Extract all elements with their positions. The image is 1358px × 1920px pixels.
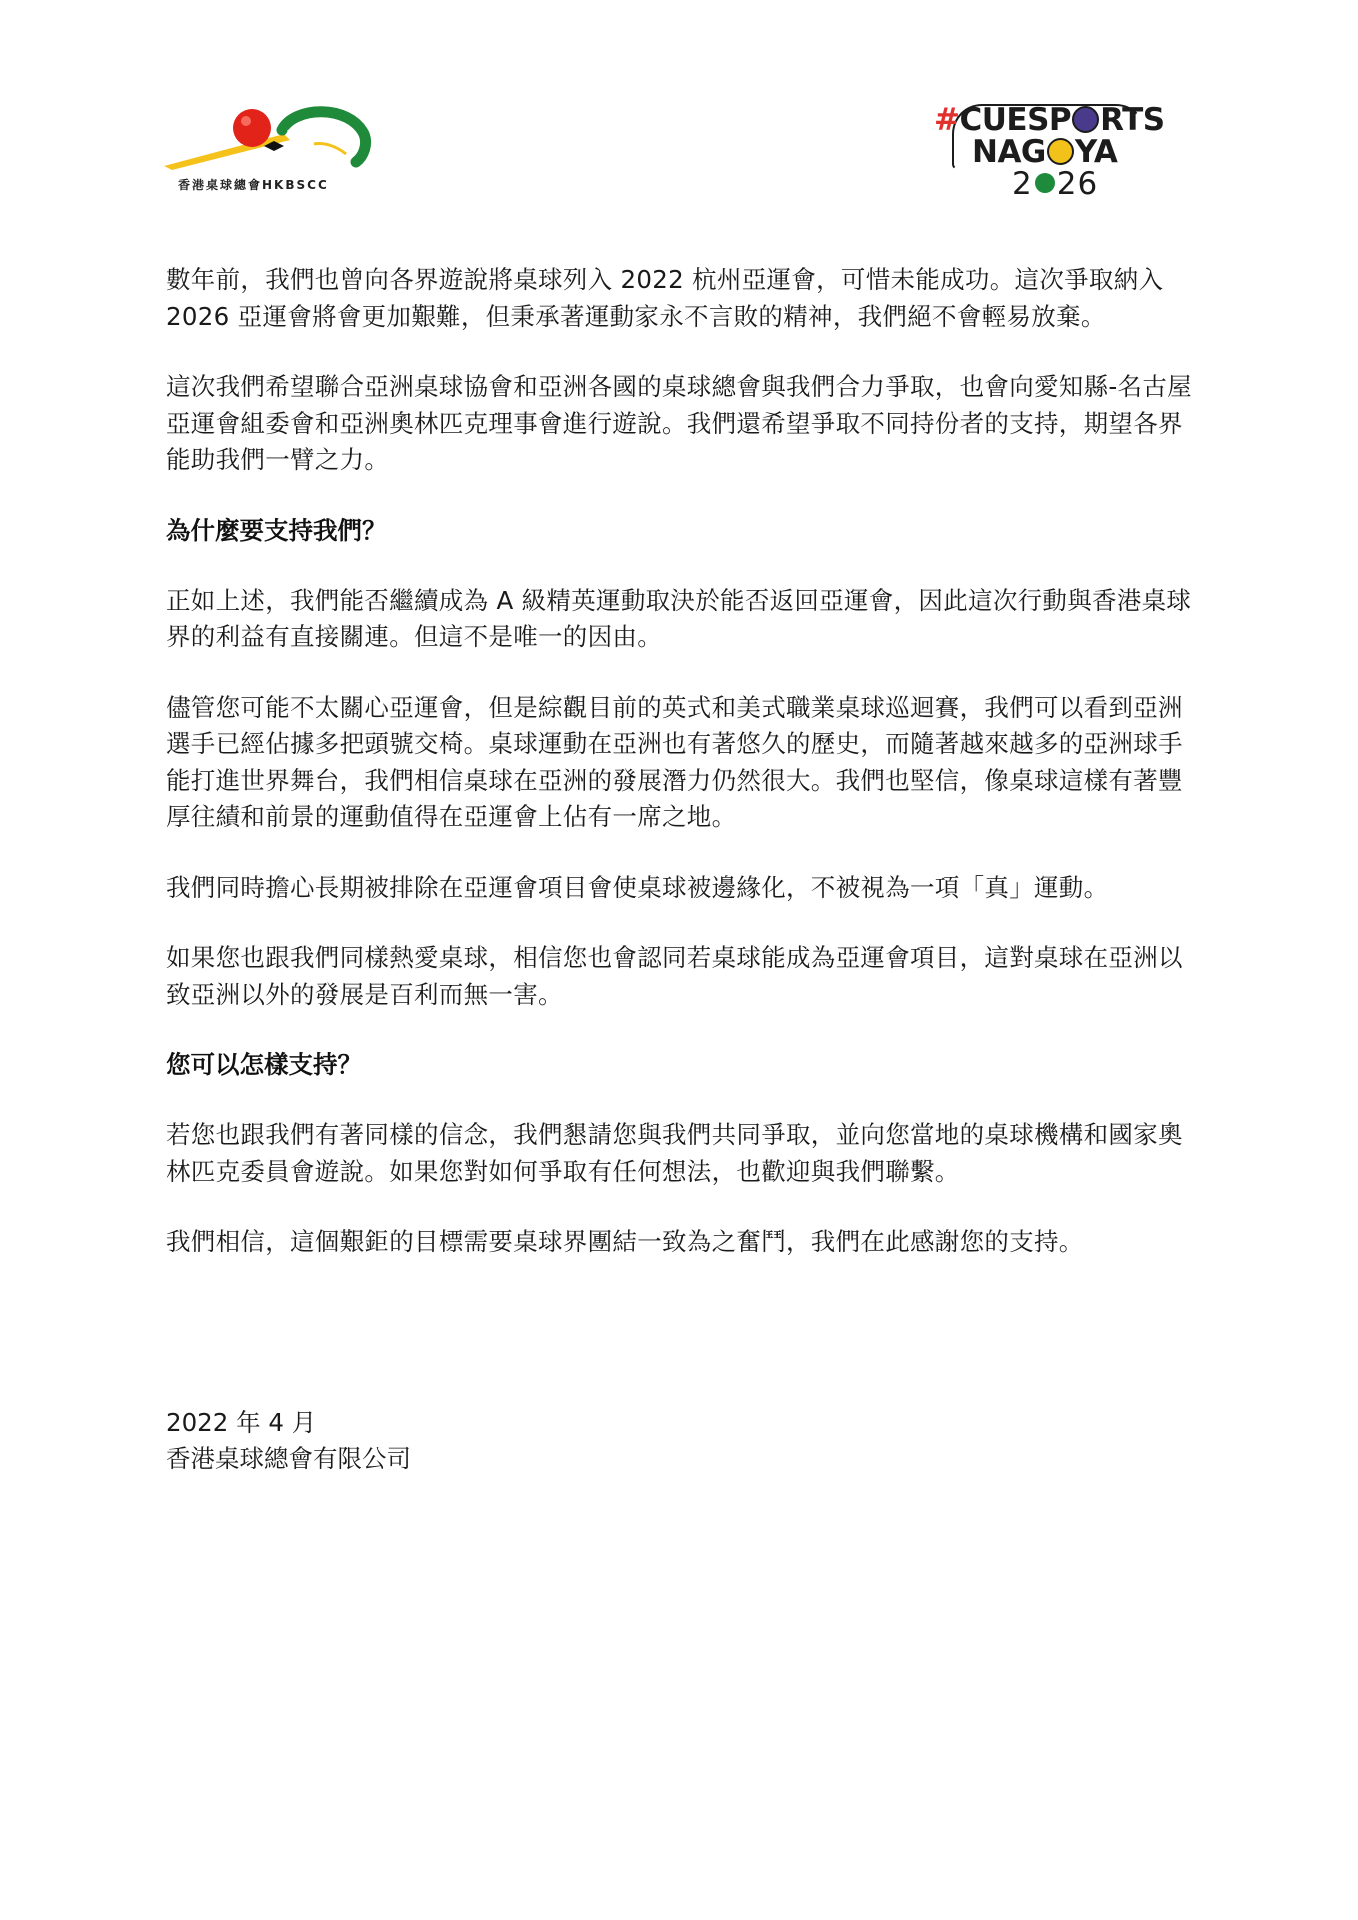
- hkbscc-logo: [164, 104, 374, 200]
- green-ball-icon: [1035, 173, 1055, 193]
- paragraph-6: 如果您也跟我們同樣熱愛桌球，相信您也會認同若桌球能成為亞運會項目，這對桌球在亞洲以致亞洲以外的發展是百利而無一害。: [166, 943, 1183, 1009]
- paragraph-5: 我們同時擔心長期被排除在亞運會項目會使桌球被邊緣化，不被視為一項「真」運動。: [166, 872, 1109, 902]
- organization-name: 香港桌球總會有限公司: [166, 1444, 411, 1473]
- paragraph-4: 儘管您可能不太關心亞運會，但是綜觀目前的英式和美式職業桌球巡迴賽，我們可以看到亞洲選手已經佔據多把頭號交椅。桌球運動在亞洲也有著悠久的歷史，而隨著越來越多的亞洲球手能打進世界舞台，我們相信桌球在亞洲的發展潛力仍然很大。我們也堅信，像桌球這樣有著豐厚往績和前景的運動值得在亞運會上佔有一席之地。: [166, 692, 1183, 831]
- paragraph-1: 數年前，我們也曾向各界遊說將桌球列入 2022 杭州亞運會，可惜未能成功。這次爭取納入 2026 亞運會將會更加艱難，但秉承著運動家永不言敗的精神，我們絕不會輕易放棄。: [166, 265, 1164, 331]
- letter-body: [166, 262, 1206, 1261]
- heading-why-support: 為什麼要支持我們？: [166, 515, 387, 545]
- paragraph-2: 這次我們希望聯合亞洲桌球協會和亞洲各國的桌球總會與我們合力爭取，也會向愛知縣-名古屋亞運會組委會和亞洲奧林匹克理事會進行遊說。我們還希望爭取不同持份者的支持，期望各界能助我們一臂之力。: [166, 372, 1192, 474]
- signature-block: [166, 1405, 411, 1477]
- purple-ball-icon: [1072, 106, 1099, 133]
- logo-line-cuesports: #CUESP RTS: [934, 102, 1165, 138]
- letter-date: 2022 年 4 月: [166, 1408, 317, 1437]
- hkbscc-logo-text: 香港桌球總會HKBSCC: [178, 178, 329, 192]
- cuesports-nagoya-logo: [934, 102, 1165, 202]
- paragraph-8: 我們相信，這個艱鉅的目標需要桌球界團結一致為之奮鬥，我們在此感謝您的支持。: [166, 1227, 1084, 1256]
- heading-how-to-support: 您可以怎樣支持？: [166, 1050, 362, 1079]
- paragraph-7: 若您也跟我們有著同樣的信念，我們懇請您與我們共同爭取，並向您當地的桌球機構和國家奧林匹克委員會遊說。如果您對如何爭取有任何想法，也歡迎與我們聯繫。: [166, 1120, 1183, 1186]
- logo-line-year: 2 26: [1012, 166, 1099, 202]
- logo-line-nagoya: NAG YA: [972, 134, 1118, 170]
- paragraph-3: 正如上述，我們能否繼續成為 A 級精英運動取決於能否返回亞運會，因此這次行動與香港桌球界的利益有直接關連。但這不是唯一的因由。: [166, 585, 1192, 651]
- hkbscc-emblem-icon: [164, 104, 374, 176]
- yellow-ball-icon: [1047, 138, 1074, 165]
